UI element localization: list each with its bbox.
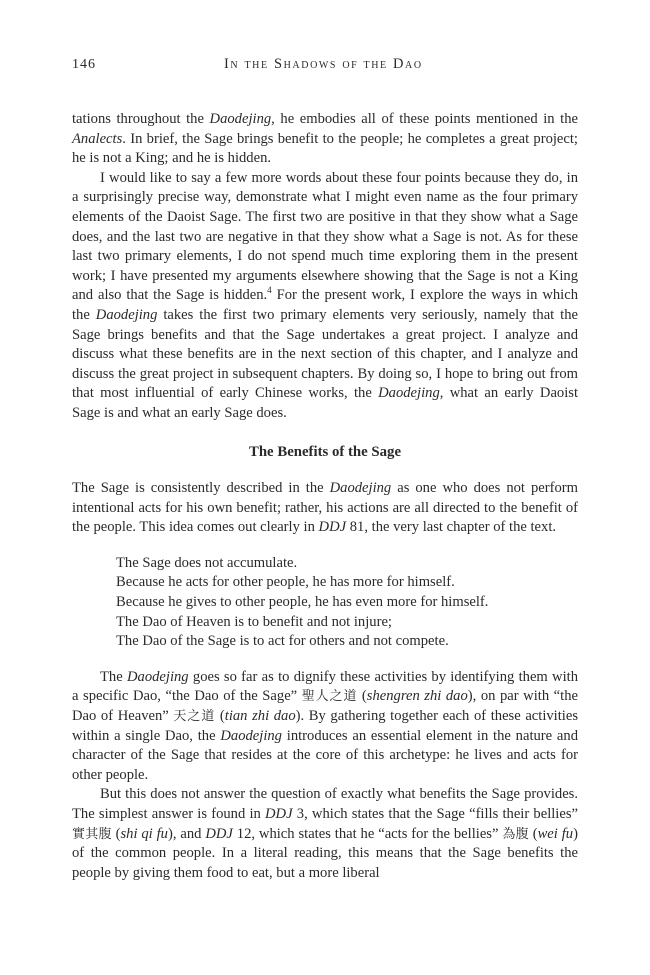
italic-run: Daodejing [378,385,440,402]
italic-run: tian zhi dao [224,708,296,725]
paragraph-1 [72,110,578,169]
text-run: as one who does not perform intentional acts for his own benefit; rather, his actions are all directed to the benefit of the people. This idea comes out clearly in [72,480,578,536]
text-run: But this does not answer the question of exactly what benefits the Sage provides. The simplest answer is found in [72,786,578,822]
text-run: . In brief, the Sage brings benefit to the people; he completes a great project; he is not a King; and he is hidden. [72,130,578,167]
body-text [72,110,578,883]
chinese-characters: 實其腹 [72,826,112,842]
text-run: tations throughout the [72,111,210,127]
text-run: 12, which states that he “acts for the bellies” [232,825,503,842]
text-run: The Sage is consistently described in the [72,480,330,497]
text-run: The [100,668,127,685]
paragraph-2 [72,169,578,424]
italic-run: DDJ [318,519,347,536]
text-run: ). By gathering together each of these activities within a single Dao, the [72,708,579,744]
text-run: ), on par with “the Dao of Heaven” [72,688,578,725]
chinese-characters: 為腹 [502,826,529,842]
text-run: takes the first two primary elements very seriously, namely that the Sage brings benefits and that the Sage undertakes a great project. I analyze and discuss what these benefits are in the next section of this chapter, and I analyze and discuss the great project in subsequent chapters. By doing so, I hope to bring out from that most influential of early Chinese works, the [72,306,579,402]
section-title: The Benefits of the Sage [248,443,402,460]
text-run: introduces an essential element in the nature and character of the Sage that resides at the core of this archetype: he lives and acts for other people. [72,727,578,783]
italic-run: shi qi fu [120,825,168,842]
text-run: ( [528,825,538,842]
text-run: I would like to say a few more words about these four points because they do, in a surprisingly precise way, demonstrate what I might even name as the four primary elements of the Daoist Sage. The first two are positive in that they show what a Sage does, and the last two are negative in that they show what a Sage is not. As for these last two primary elements, I do not spend much time exploring them in the present work; I have presented my arguments elsewhere showing that the Sage is not a King and also that the Sage is hidden. [72,169,578,304]
quote-line: Because he acts for other people, he has more for himself. [116,574,455,591]
text-run: , he embodies all of these points mentioned in the [271,111,578,127]
text-run: goes so far as to dignify these activities by identifying them with a specific Dao, “the Dao of the Sage” [72,668,579,705]
paragraph-4 [72,668,578,786]
paragraph-3 [72,479,578,538]
italic-run: DDJ [265,806,293,822]
text-run: 3, which states that the Sage “fills their bellies” [292,806,578,822]
chinese-characters: 天之道 [173,709,216,725]
text-run: ( [215,708,225,725]
text-run: , what an early Daoist Sage is and what an early Sage does. [72,385,579,421]
italic-run: shengren zhi dao [366,688,468,705]
italic-run: Daodejing [126,668,189,685]
quote-line: The Sage does not accumulate. [116,554,298,571]
italic-run: Daodejing [220,727,282,744]
italic-run: wei fu [537,825,574,842]
chinese-characters: 聖人之道 [301,689,358,705]
italic-run: Daodejing [209,111,272,127]
paragraph-5 [72,785,578,883]
text-run: 81, the very last chapter of the text. [346,519,557,536]
text-run: ( [111,825,121,842]
text-run: ), and [167,825,206,842]
quote-line: The Dao of Heaven is to benefit and not injure; [116,613,392,630]
italic-run: Analects [72,130,123,147]
italic-run: DDJ [205,825,233,842]
page-number: 146 [72,57,96,72]
quote-line: The Dao of the Sage is to act for others and not compete. [116,633,449,650]
italic-run: Daodejing [95,306,158,323]
running-head: In the Shadows of the Dao [224,56,423,72]
text-run: ) of the common people. In a literal reading, this means that the Sage benefits the people by giving them food to eat, but a more liberal [72,825,578,881]
italic-run: Daodejing [329,480,392,497]
page-header [72,56,578,80]
text-run: For the present work, I explore the ways in which the [72,287,579,323]
block-quote [116,554,578,652]
quote-line: Because he gives to other people, he has even more for himself. [116,594,489,611]
text-run: ( [357,688,367,705]
footnote-marker: 4 [267,285,272,296]
